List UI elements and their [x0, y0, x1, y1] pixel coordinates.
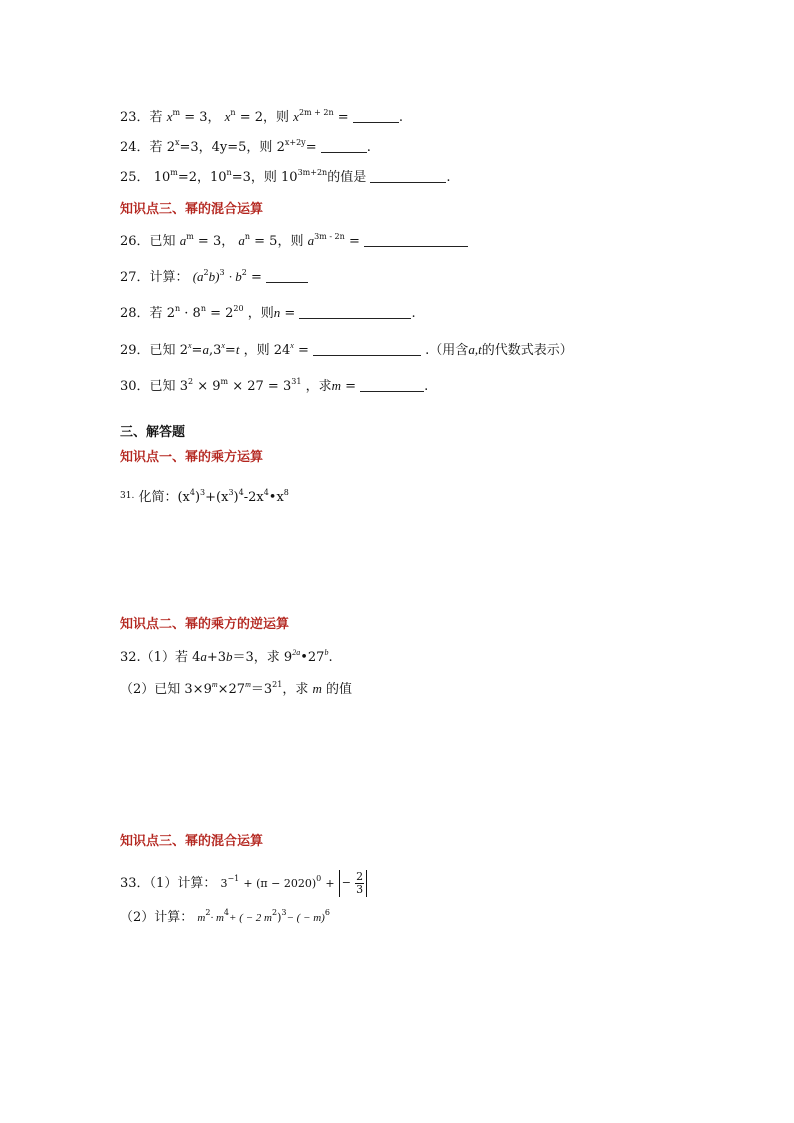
- question-32-part-1: 32.（1）若 4a+3b＝3，求 $9^{2a}•27^b$.: [120, 648, 333, 665]
- question-32-part-2: （2）已知 $3\times 9^m\times 27^m=3^{21}$，求 m 的值: [120, 680, 353, 697]
- answer-blank[interactable]: [370, 170, 446, 183]
- answer-blank[interactable]: [364, 234, 468, 247]
- answer-blank[interactable]: [321, 140, 367, 153]
- question-23: 23．若 $x^m = 3$， $x^n = 2$，则 $x^{2m + 2n}$ = .: [120, 108, 403, 125]
- fraction: $\frac{2}{3}$: [356, 869, 364, 896]
- question-24: 24．若 $2^x=3$，4y=5，则 $2^{x+2y}=$ .: [120, 138, 371, 155]
- section-title-solutions: 三、解答题: [120, 425, 186, 440]
- question-33-part-1: 33．（1）计算： $3^{-1} + (\pi - 2020)^0$ + − $\frac{2}{3}$: [120, 866, 367, 897]
- heading-mixed-operations: 知识点三、幂的混合运算: [120, 202, 264, 217]
- heading-mixed-operations-2: 知识点三、幂的混合运算: [120, 834, 264, 849]
- answer-blank[interactable]: [266, 270, 308, 283]
- heading-power-of-power: 知识点一、幂的乘方运算: [120, 450, 264, 465]
- absolute-value: − $\frac{2}{3}$: [339, 870, 367, 897]
- answer-blank[interactable]: [299, 306, 411, 319]
- question-30: 30．已知 $3^2 \times 9^m \times 27 = 3^{31}$ ，求m = .: [120, 377, 429, 394]
- question-25: 25． $10^m=2$，$10^n=3$，则 $10^{3m+2n}$的值是 .: [120, 168, 451, 185]
- question-31: $^{31.}$ 化简：$(x^4)^3+(x^3)^4-2x^4•x^8$: [120, 488, 289, 505]
- heading-power-inverse: 知识点二、幂的乘方的逆运算: [120, 617, 290, 632]
- question-26: 26．已知 $a^m = 3$， $a^n = 5$，则 $a^{3m - 2n}$ =: [120, 228, 468, 251]
- answer-blank[interactable]: [360, 379, 424, 392]
- answer-blank[interactable]: [313, 343, 421, 356]
- question-27: 27．计算： $(a^2b)^3 \cdot b^2$ =: [120, 264, 308, 287]
- question-29: 29．已知 $2^x=a,3^x=t$ ，则 24$^x$ = .（用含a,t的代数式表示）: [120, 341, 573, 358]
- question-33-part-2: （2）计算： $m^2\cdot m^4+$ ( − 2 $m^2)^3-$ ( − m)$^6$: [120, 908, 330, 925]
- answer-blank[interactable]: [353, 110, 399, 123]
- question-28: 28．若 $2^n \cdot 8^n = 2^{20}$ ，则n = .: [120, 304, 416, 321]
